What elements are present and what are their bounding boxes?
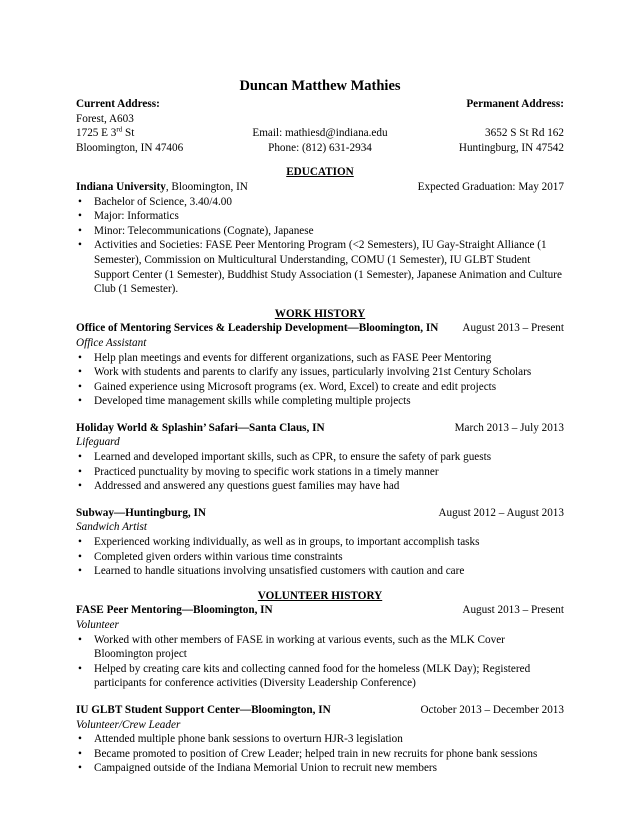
work-role: Sandwich Artist <box>76 521 147 534</box>
bullet-icon: • <box>78 733 82 746</box>
school-location: , Bloomington, IN <box>165 180 248 193</box>
current-address-line1: Forest, A603 <box>76 112 134 125</box>
work-dates: August 2012 – August 2013 <box>438 506 564 519</box>
resume-name: Duncan Matthew Mathies <box>239 78 401 94</box>
list-item: • Learned and developed important skills, such as CPR, to ensure the safety of park guests <box>78 451 492 464</box>
work-org: Office of Mentoring Services & Leadership Development—Bloomington, IN <box>76 322 439 335</box>
bullet-icon: • <box>78 536 82 549</box>
list-item: • Major: Informatics <box>78 210 179 223</box>
bullet-icon: • <box>78 762 82 775</box>
bullet-icon: • <box>78 195 82 208</box>
school-name: Indiana University <box>76 180 166 193</box>
education-bullets <box>76 195 564 297</box>
education-entry-head <box>76 180 564 195</box>
list-item: • Gained experience using Microsoft programs (ex. Word, Excel) to create and edit projects <box>78 380 497 393</box>
volunteer-history-heading: VOLUNTEER HISTORY <box>257 589 383 602</box>
permanent-address-line3: Huntingburg, IN 47542 <box>458 141 564 154</box>
bullet-icon: • <box>78 239 82 252</box>
work-org: Subway—Huntingburg, IN <box>76 506 206 519</box>
bullet-icon: • <box>78 224 82 237</box>
volunteer-entry <box>76 603 564 691</box>
list-item: • Worked with other members of FASE in working at various events, such as the MLK Cover Bloomington project <box>78 633 505 661</box>
bullet-icon: • <box>78 366 82 379</box>
list-item: • Completed given orders within various time constraints <box>78 550 343 563</box>
work-dates: March 2013 – July 2013 <box>454 421 564 434</box>
bullet-icon: • <box>78 480 82 493</box>
list-item: • Developed time management skills while completing multiple projects <box>78 395 411 408</box>
phone: Phone: (812) 631-2934 <box>268 141 372 154</box>
work-entry <box>76 421 564 494</box>
list-item: • Attended multiple phone bank sessions to overturn HJR-3 legislation <box>78 733 403 746</box>
current-address-label: Current Address: <box>76 98 160 110</box>
bullet-icon: • <box>78 633 82 646</box>
address-line1-row <box>76 112 564 127</box>
volunteer-role: Volunteer <box>76 619 119 631</box>
list-item: • Minor: Telecommunications (Cognate), Japanese <box>78 224 314 237</box>
work-entry <box>76 321 564 409</box>
resume-page <box>76 77 564 776</box>
bullet-icon: • <box>78 351 82 364</box>
work-org: Holiday World & Splashin’ Safari—Santa Claus, IN <box>76 421 325 434</box>
address-line3-row <box>76 141 564 156</box>
list-item: • Addressed and answered any questions guest families may have had <box>78 480 400 493</box>
list-item: • Practiced punctuality by moving to specific work stations in a timely manner <box>78 465 439 478</box>
bullet-icon: • <box>78 565 82 578</box>
work-role: Office Assistant <box>76 336 147 349</box>
list-item: • Helped by creating care kits and collecting canned food for the homeless (MLK Day); Registered participants for conference activities (Diversity Leadership Conference) <box>78 662 531 690</box>
email: Email: mathiesd@indiana.edu <box>252 127 388 140</box>
list-item: • Help plan meetings and events for different organizations, such as FASE Peer Mentoring <box>78 351 492 364</box>
bullet-icon: • <box>78 662 82 675</box>
work-role: Lifeguard <box>76 436 120 449</box>
education-heading: EDUCATION <box>286 166 354 179</box>
volunteer-dates: August 2013 – Present <box>462 604 564 617</box>
volunteer-dates: October 2013 – December 2013 <box>420 703 564 716</box>
permanent-address-label: Permanent Address: <box>466 98 564 110</box>
bullet-icon: • <box>78 380 82 393</box>
volunteer-role: Volunteer/Crew Leader <box>76 718 181 731</box>
list-item: • Activities and Societies: FASE Peer Mentoring Program (<2 Semesters), IU Gay-Straight Alliance (1 Semester), Commission on Multicultural Understanding, COMU (1 Semester), IU GLBT Student Support Center (1 Semester), Buddhist Study Association (1 Semester), Japanese Animation and Culture Club (1 Semester). <box>78 239 562 296</box>
address-labels-row <box>76 97 564 112</box>
list-item: • Became promoted to position of Crew Leader; helped train in new recruits for phone bank sessions <box>78 747 538 760</box>
current-address-line2: 1725 E 3rd St <box>76 125 135 140</box>
graduation-date: Expected Graduation: May 2017 <box>417 180 564 193</box>
bullet-icon: • <box>78 550 82 563</box>
list-item: • Bachelor of Science, 3.40/4.00 <box>78 195 232 208</box>
permanent-address-line2: 3652 S St Rd 162 <box>485 127 564 140</box>
address-line2-row <box>76 126 564 141</box>
volunteer-org: IU GLBT Student Support Center—Bloomington, IN <box>76 703 331 716</box>
list-item: • Experienced working individually, as well as in groups, to important accomplish tasks <box>78 536 480 549</box>
work-entry <box>76 506 564 579</box>
list-item: • Work with students and parents to clarify any issues, particularly involving 21st Century Scholars <box>78 366 532 379</box>
bullet-icon: • <box>78 465 82 478</box>
bullet-icon: • <box>78 210 82 223</box>
work-history-heading: WORK HISTORY <box>274 307 366 320</box>
bullet-icon: • <box>78 451 82 464</box>
work-dates: August 2013 – Present <box>462 322 564 335</box>
list-item: • Learned to handle situations involving unsatisfied customers with caution and care <box>78 565 465 578</box>
list-item: • Campaigned outside of the Indiana Memorial Union to recruit new members <box>78 762 437 775</box>
current-address-line3: Bloomington, IN 47406 <box>76 141 184 154</box>
volunteer-entry <box>76 703 564 776</box>
bullet-icon: • <box>78 395 82 408</box>
volunteer-org: FASE Peer Mentoring—Bloomington, IN <box>76 604 273 617</box>
bullet-icon: • <box>78 747 82 760</box>
